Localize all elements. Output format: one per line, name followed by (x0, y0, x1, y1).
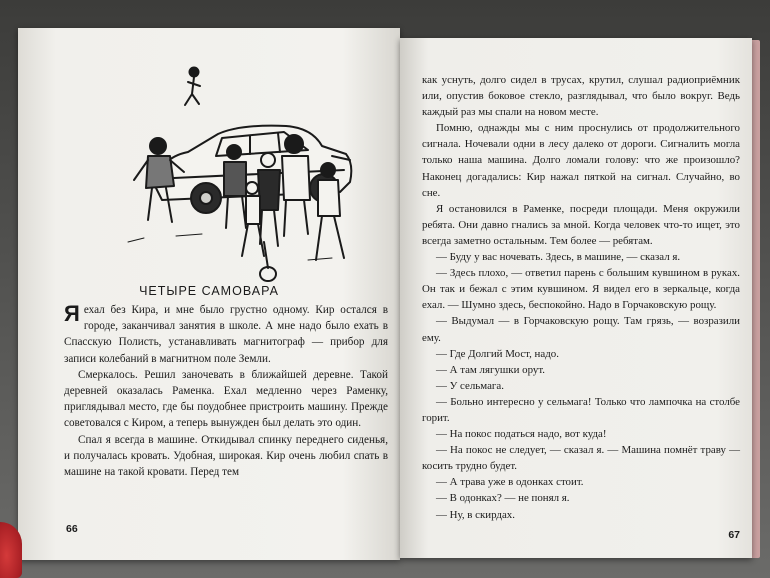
paragraph: — У сельмага. (436, 379, 504, 392)
right-page-text (422, 72, 740, 523)
paragraph: — Ну, в скирдах. (436, 508, 515, 521)
page-number-right: 67 (728, 529, 740, 541)
paragraph: Помню, однажды мы с ним проснулись от продолжительного сигнала. Ночевали одни в лесу далеко от дороги. Сигналить могла только наша машина. Долго ломали голову: что же произошло? Наконец догадались: Кир нажал пяткой на сигнал. Случайно, во сне. (422, 122, 740, 199)
dropcap: Я (64, 301, 80, 326)
paragraph: Смеркалось. Решил заночевать в ближайшей деревне. Такой деревней оказалась Раменка. Ехал медленно через Раменку, приглядывал место, где бы поудобнее пристроить машину. Прежде советовался с Киром, а теперь вынужден был делать это один. (64, 368, 388, 430)
paragraph: Спал я всегда в машине. Откидывал спинку переднего сиденья, и получалась кровать. Удобная, широкая. Кир очень любил спать в машине на такой кровати. Перед тем (64, 433, 388, 479)
right-page (400, 38, 752, 558)
paragraph: Я остановился в Раменке, посреди площади. Меня окружили ребята. Они давно гнались за мной. Когда человек что-то ищет, это всегда заметно остальным. Тем более — ребятам. (422, 202, 740, 247)
paragraph: как уснуть, долго сидел в трусах, крутил, слушал радиоприёмник или, опустив боковое стекло, разглядывал, что было вокруг. Ведь каждый раз мы спали на новом месте. (422, 74, 740, 119)
page-number-left: 66 (66, 523, 78, 535)
paragraph: — Буду у вас ночевать. Здесь, в машине, — сказал я. (436, 251, 681, 264)
paragraph: — Где Долгий Мост, надо. (436, 347, 559, 360)
paragraph: — А там лягушки орут. (436, 363, 545, 376)
left-page (18, 28, 400, 560)
car-with-children-illustration (118, 60, 358, 292)
paragraph: Я ехал без Кира, и мне было грустно одному. Кир остался в городе, заканчивал занятия в школе. А мне надо было ехать в Спасскую Полисть, устанавливать магнитограф — прибор для записи колебаний в магнитном поле Земли. (64, 301, 388, 365)
paragraph: — В одонках? — не понял я. (436, 492, 570, 505)
paragraph: — Больно интересно у сельмага! Только что лампочка на столбе горит. (422, 395, 740, 424)
chapter-title: ЧЕТЫРЕ САМОВАРА (139, 284, 279, 298)
paragraph: — Выдумал — в Горчаковскую рощу. Там грязь, — возразили ему. (422, 315, 740, 344)
paragraph: — Здесь плохо, — ответил парень с большим кувшином в руках. Он так и бежал с этим кувшином. Я видел его в зеркальце, когда ехал. — Шумно здесь, беспокойно. Надо в Горчаковскую рощу. (422, 267, 740, 312)
paragraph: — На покос податься надо, вот куда! (436, 428, 607, 441)
left-page-text (64, 302, 388, 480)
paragraph: — На покос не следует, — сказал я. — Машина помнёт траву — косить трудно будет. (422, 444, 740, 473)
paragraph: — А трава уже в одонках стоит. (436, 476, 584, 489)
